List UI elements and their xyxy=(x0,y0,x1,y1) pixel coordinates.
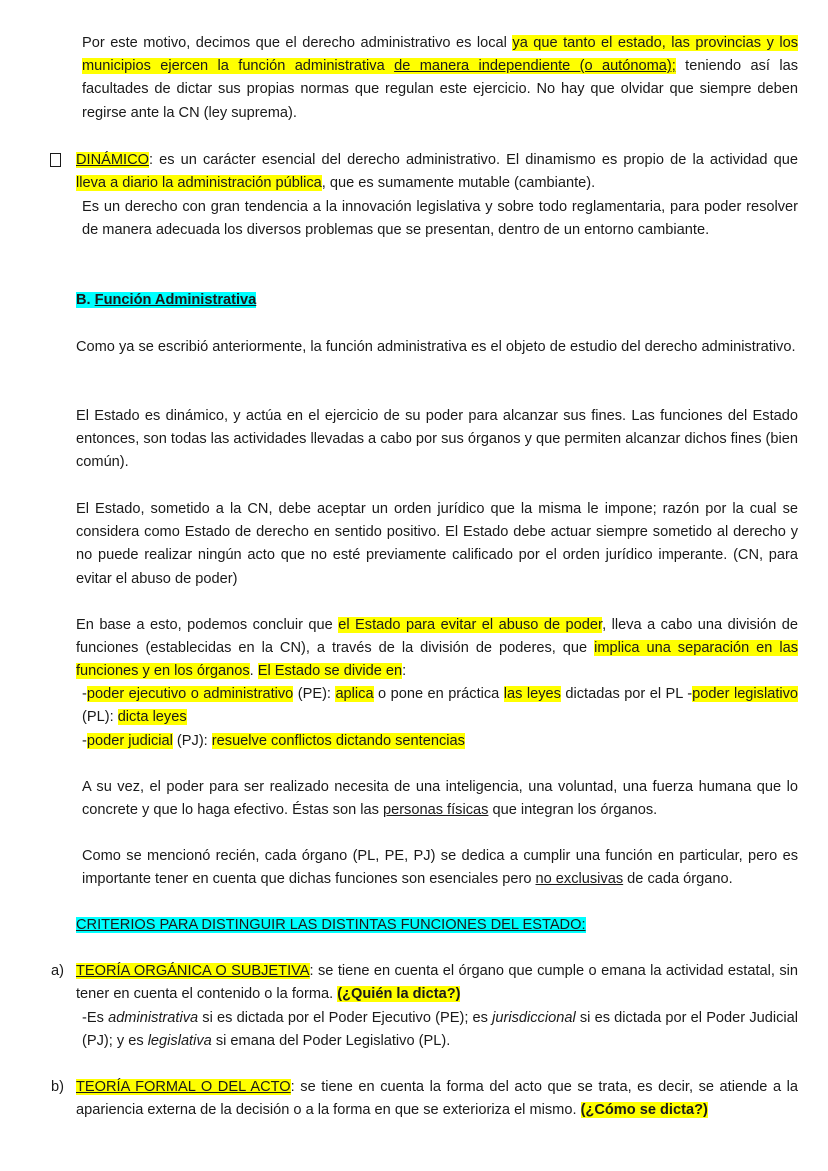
paragraph-not-exclusive xyxy=(82,845,798,891)
heading-highlight xyxy=(76,292,256,308)
bullet-box-icon xyxy=(50,153,61,167)
text-span: de cada órgano. xyxy=(623,871,733,888)
text-span: , que es sumamente mutable (cambiante). xyxy=(321,175,596,192)
term-dinamico: DINÁMICO xyxy=(76,152,149,168)
heading-title: Función Administrativa xyxy=(94,292,257,308)
item-b-formal-theory xyxy=(76,1076,798,1122)
heading-prefix: B. xyxy=(76,292,95,308)
criterios-heading-text: CRITERIOS PARA DISTINGUIR LAS DISTINTAS FUNCIONES DEL ESTADO: xyxy=(76,917,586,933)
powers-list-pe-pl xyxy=(82,683,798,729)
italic-text: administrativa xyxy=(108,1010,199,1026)
term-organic-theory: TEORÍA ORGÁNICA O SUBJETIVA xyxy=(76,963,310,979)
text-span: : xyxy=(402,663,407,680)
underlined-text: no exclusivas xyxy=(535,871,624,888)
paragraph-physical-persons xyxy=(82,776,798,822)
highlighted-text: El Estado se divide en xyxy=(257,663,403,680)
text-span: (PL): xyxy=(82,709,118,726)
text-span: : se tiene en cuenta el órgano que cumple o emana la actividad estatal, sin tener en cuenta el contenido o la forma. xyxy=(76,963,798,1003)
text-span: - xyxy=(82,733,87,749)
text-span: , lleva a cabo una división de funciones (establecidas en la CN), a través de la división de poderes, que xyxy=(76,617,798,657)
italic-text: jurisdiccional xyxy=(492,1010,576,1026)
text-span: . xyxy=(249,663,258,680)
text-span: si es dictada por el Poder Judicial (PJ); y es xyxy=(82,1010,798,1050)
text-span: A su vez, el poder para ser realizado necesita de una inteligencia, una voluntad, una fuerza humana que lo concrete y que lo haga efectivo. Éstas son las xyxy=(82,779,798,819)
highlighted-text: implica una separación en las funciones y en los órganos xyxy=(76,640,798,680)
text-span: Por este motivo, decimos que el derecho administrativo es local xyxy=(82,35,513,51)
paragraph-local-character xyxy=(82,32,798,125)
section-heading-b xyxy=(76,289,798,312)
paragraph-object-of-study: Como ya se escribió anteriormente, la función administrativa es el objeto de estudio del derecho administrativo. xyxy=(76,339,796,355)
powers-list-pj xyxy=(82,730,798,753)
paragraph-innovation: Es un derecho con gran tendencia a la innovación legislativa y sobre todo reglamentaria, para poder resolver de manera adecuada los diversos problemas que se presentan, dentro de un entorno cambiante. xyxy=(82,199,798,239)
text-span: teniendo así las facultades de dictar sus propias normas que regulan este ejercicio. No hay que olvidar que siempre deben regirse ante la CN (ley suprema). xyxy=(82,58,798,121)
highlighted-text: poder legislativo xyxy=(692,686,799,702)
item-a-detail xyxy=(82,1007,798,1053)
highlighted-text: el Estado para evitar el abuso de poder xyxy=(338,617,603,633)
highlighted-text: las leyes xyxy=(503,686,561,702)
list-marker-b: b) xyxy=(51,1079,64,1095)
text-span: o pone en práctica xyxy=(373,686,504,702)
text-span: si es dictada por el Poder Ejecutivo (PE); es xyxy=(198,1010,493,1026)
highlighted-text: aplica xyxy=(335,686,374,702)
italic-text: legislativa xyxy=(147,1033,212,1050)
text-span: En base a esto, podemos concluir que xyxy=(76,617,339,633)
highlighted-text: poder ejecutivo o administrativo xyxy=(86,686,294,702)
highlighted-text: resuelve conflictos dictando sentencias xyxy=(211,733,465,749)
highlighted-underlined-text: de manera independiente (o autónoma); xyxy=(394,58,676,75)
term-formal-theory: TEORÍA FORMAL O DEL ACTO xyxy=(76,1079,291,1095)
underlined-text: personas físicas xyxy=(382,802,489,819)
text-span: - xyxy=(82,686,87,702)
list-marker-a: a) xyxy=(51,963,64,979)
highlighted-text: lleva a diario la administración pública xyxy=(76,175,322,192)
paragraph-dinamico xyxy=(76,149,798,195)
question-highlight: (¿Cómo se dicta?) xyxy=(580,1102,708,1119)
text-span: (PJ): xyxy=(172,733,212,749)
criterios-heading xyxy=(76,914,798,937)
highlighted-text: poder judicial xyxy=(86,733,173,749)
paragraph-state-dynamic: El Estado es dinámico, y actúa en el ejercicio de su poder para alcanzar sus fines. Las funciones del Estado entonces, son todas las actividades llevadas a cabo por sus órganos y que permiten alcanzar dichos fines (bien común). xyxy=(76,408,799,471)
highlighted-text: dicta leyes xyxy=(117,709,187,726)
item-a-organic-theory xyxy=(76,960,798,1006)
text-span: dictadas por el PL - xyxy=(560,686,693,702)
text-span: : se tiene en cuenta la forma del acto que se trata, es decir, se atiende a la apariencia externa de la decisión o a la forma en que se exterioriza el mismo. xyxy=(76,1079,798,1119)
highlighted-text: ya que tanto el estado, las provincias y los municipios ejercen la función administrativa xyxy=(82,35,798,75)
text-span: -Es xyxy=(82,1010,109,1026)
text-span: (PE): xyxy=(293,686,336,702)
text-span: : es un carácter esencial del derecho administrativo. El dinamismo es propio de la actividad que xyxy=(148,152,798,168)
text-span: que integran los órganos. xyxy=(488,802,658,819)
text-span: Como se mencionó recién, cada órgano (PL, PE, PJ) se dedica a cumplir una función en particular, pero es importante tener en cuenta que dichas funciones son esenciales pero xyxy=(82,848,798,888)
question-highlight: (¿Quién la dicta?) xyxy=(337,986,461,1003)
paragraph-division-of-powers xyxy=(76,614,798,684)
text-span: si emana del Poder Legislativo (PL). xyxy=(211,1033,451,1050)
paragraph-rule-of-law: El Estado, sometido a la CN, debe aceptar un orden jurídico que la misma le impone; razón por la cual se considera como Estado de derecho en sentido positivo. El Estado debe actuar siempre sometido al derecho y no puede realizar ningún acto que no esté previamente calificado por el orden jurídico imperante. (CN, para evitar el abuso de poder) xyxy=(76,501,798,587)
